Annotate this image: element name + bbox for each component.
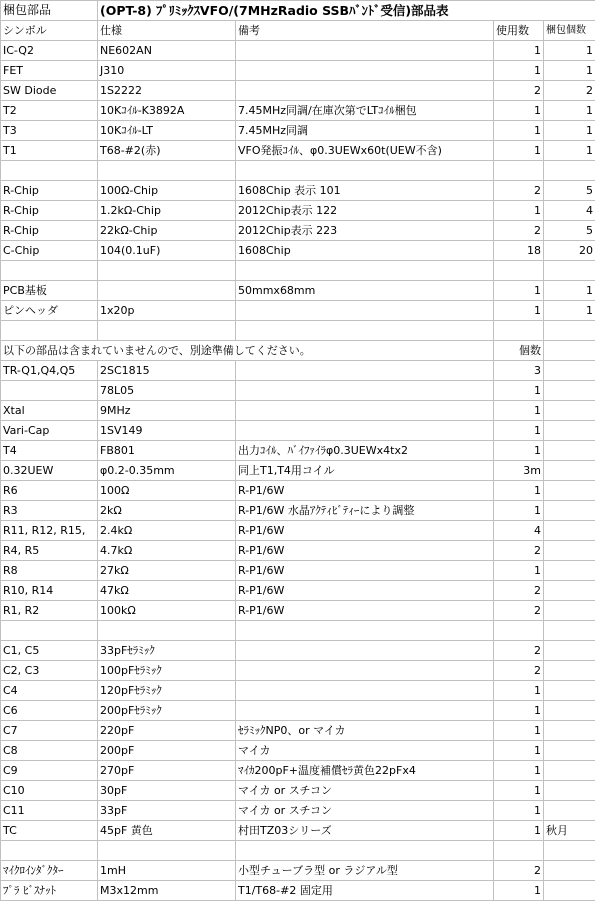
pack-qty-cell[interactable]: 2 — [544, 81, 595, 101]
used-qty-cell[interactable]: 1 — [494, 401, 544, 421]
parts-row — [1, 421, 595, 441]
note-cell[interactable]: R-P1/6W — [236, 521, 494, 541]
note-cell[interactable] — [236, 261, 494, 281]
symbol-cell[interactable]: ﾌﾟﾗ ﾋﾞｽﾅｯﾄ — [1, 881, 98, 901]
pack-qty-cell[interactable] — [544, 641, 595, 661]
used-qty-cell[interactable]: 1 — [494, 101, 544, 121]
header-note-cell[interactable]: 備考 — [236, 21, 494, 41]
used-qty-cell[interactable]: 1 — [494, 141, 544, 161]
parts-row — [1, 81, 595, 101]
parts-row — [1, 881, 595, 901]
spec-cell[interactable]: J310 — [98, 61, 236, 81]
symbol-cell[interactable]: C2, C3 — [1, 661, 98, 681]
symbol-cell[interactable]: C6 — [1, 701, 98, 721]
parts-row — [1, 681, 595, 701]
note-cell[interactable]: マイカ or スチコン — [236, 801, 494, 821]
spec-cell[interactable]: 9MHz — [98, 401, 236, 421]
parts-row — [1, 301, 595, 321]
parts-row — [1, 401, 595, 421]
pack-qty-cell[interactable] — [544, 661, 595, 681]
parts-row — [1, 341, 595, 361]
spec-cell[interactable]: 33pFｾﾗﾐｯｸ — [98, 641, 236, 661]
note-cell[interactable]: R-P1/6W — [236, 561, 494, 581]
used-qty-cell[interactable]: 1 — [494, 781, 544, 801]
parts-row — [1, 861, 595, 881]
note-cell[interactable] — [236, 381, 494, 401]
spec-cell[interactable]: 4.7kΩ — [98, 541, 236, 561]
used-qty-cell[interactable]: 1 — [494, 881, 544, 901]
parts-row — [1, 581, 595, 601]
spec-cell[interactable]: FB801 — [98, 441, 236, 461]
used-qty-cell[interactable] — [494, 321, 544, 341]
spec-cell[interactable]: 2SC1815 — [98, 361, 236, 381]
parts-row — [1, 321, 595, 341]
pack-qty-cell[interactable]: 1 — [544, 61, 595, 81]
used-qty-cell[interactable]: 1 — [494, 281, 544, 301]
symbol-cell[interactable] — [1, 321, 98, 341]
spec-cell[interactable]: 200pFｾﾗﾐｯｸ — [98, 701, 236, 721]
parts-row — [1, 241, 595, 261]
used-qty-cell[interactable]: 個数 — [494, 341, 544, 361]
note-cell[interactable] — [236, 641, 494, 661]
symbol-cell[interactable]: C-Chip — [1, 241, 98, 261]
pack-qty-cell[interactable] — [544, 261, 595, 281]
spec-cell[interactable]: 1mH — [98, 861, 236, 881]
used-qty-cell[interactable]: 1 — [494, 761, 544, 781]
pack-qty-cell[interactable]: 1 — [544, 101, 595, 121]
note-cell[interactable] — [236, 681, 494, 701]
used-qty-cell[interactable]: 2 — [494, 601, 544, 621]
header-symbol-cell[interactable]: シンボル — [1, 21, 98, 41]
parts-row — [1, 721, 595, 741]
pack-qty-cell[interactable]: 20 — [544, 241, 595, 261]
symbol-cell[interactable]: T4 — [1, 441, 98, 461]
note-cell[interactable]: 1608Chip — [236, 241, 494, 261]
spec-cell[interactable] — [98, 161, 236, 181]
spec-cell[interactable]: 30pF — [98, 781, 236, 801]
parts-row — [1, 41, 595, 61]
note-cell[interactable]: R-P1/6W — [236, 601, 494, 621]
symbol-cell[interactable]: C9 — [1, 761, 98, 781]
spec-cell[interactable]: 270pF — [98, 761, 236, 781]
note-cell[interactable]: R-P1/6W 水晶ｱｸﾃｨﾋﾞﾃｨｰにより調整 — [236, 501, 494, 521]
symbol-cell[interactable]: C4 — [1, 681, 98, 701]
note-cell[interactable]: R-P1/6W — [236, 481, 494, 501]
pack-qty-cell[interactable] — [544, 861, 595, 881]
used-qty-cell[interactable]: 2 — [494, 581, 544, 601]
symbol-cell[interactable]: T1 — [1, 141, 98, 161]
pack-qty-cell[interactable] — [544, 801, 595, 821]
used-qty-cell[interactable]: 18 — [494, 241, 544, 261]
symbol-cell[interactable]: R4, R5 — [1, 541, 98, 561]
parts-row — [1, 601, 595, 621]
used-qty-cell[interactable]: 1 — [494, 801, 544, 821]
parts-row — [1, 121, 595, 141]
spec-cell[interactable] — [98, 841, 236, 861]
pack-qty-cell[interactable] — [544, 621, 595, 641]
note-cell[interactable]: 1608Chip 表示 101 — [236, 181, 494, 201]
used-qty-cell[interactable]: 2 — [494, 81, 544, 101]
symbol-cell[interactable]: T2 — [1, 101, 98, 121]
spec-cell[interactable]: 220pF — [98, 721, 236, 741]
header-spec-cell[interactable]: 仕様 — [98, 21, 236, 41]
used-qty-cell[interactable]: 2 — [494, 861, 544, 881]
used-qty-cell[interactable] — [494, 161, 544, 181]
parts-row — [1, 181, 595, 201]
used-qty-cell[interactable]: 1 — [494, 821, 544, 841]
pack-qty-cell[interactable] — [544, 461, 595, 481]
parts-row — [1, 501, 595, 521]
note-cell[interactable]: 村田TZ03シリーズ — [236, 821, 494, 841]
used-qty-cell[interactable]: 1 — [494, 721, 544, 741]
spec-cell[interactable]: 10Kｺｲﾙ-K3892A — [98, 101, 236, 121]
note-cell[interactable]: ﾏｲｶ200pF+温度補償ｾﾗ黄色22pFx4 — [236, 761, 494, 781]
parts-row — [1, 841, 595, 861]
parts-row — [1, 701, 595, 721]
pack-qty-cell[interactable]: 1 — [544, 281, 595, 301]
header-pack-qty-cell[interactable]: 梱包個数 — [544, 21, 595, 41]
pack-qty-cell[interactable] — [544, 741, 595, 761]
spec-cell[interactable]: M3x12mm — [98, 881, 236, 901]
parts-row — [1, 761, 595, 781]
note-cell[interactable] — [236, 701, 494, 721]
note-cell[interactable] — [236, 401, 494, 421]
note-cell[interactable]: 同上T1,T4用コイル — [236, 461, 494, 481]
symbol-cell[interactable]: R10, R14 — [1, 581, 98, 601]
note-cell[interactable] — [236, 61, 494, 81]
used-qty-cell[interactable]: 4 — [494, 521, 544, 541]
symbol-cell[interactable]: TC — [1, 821, 98, 841]
parts-row — [1, 141, 595, 161]
note-cell[interactable] — [236, 361, 494, 381]
pack-qty-cell[interactable]: 1 — [544, 301, 595, 321]
used-qty-cell[interactable]: 1 — [494, 381, 544, 401]
parts-row — [1, 621, 595, 641]
note-cell[interactable]: VFO発振ｺｲﾙ、φ0.3UEWx60t(UEW不含) — [236, 141, 494, 161]
symbol-cell[interactable]: R6 — [1, 481, 98, 501]
pack-qty-cell[interactable] — [544, 161, 595, 181]
spec-cell[interactable]: 104(0.1uF) — [98, 241, 236, 261]
used-qty-cell[interactable]: 1 — [494, 701, 544, 721]
parts-row — [1, 741, 595, 761]
parts-row — [1, 781, 595, 801]
parts-row — [1, 381, 595, 401]
pack-qty-cell[interactable] — [544, 521, 595, 541]
used-qty-cell[interactable]: 1 — [494, 501, 544, 521]
note-cell[interactable] — [236, 321, 494, 341]
spec-cell[interactable]: 100kΩ — [98, 601, 236, 621]
symbol-cell[interactable] — [1, 841, 98, 861]
note-cell[interactable]: 小型チューブラ型 or ラジアル型 — [236, 861, 494, 881]
symbol-cell[interactable]: 0.32UEW — [1, 461, 98, 481]
used-qty-cell[interactable]: 1 — [494, 681, 544, 701]
symbol-cell[interactable]: R-Chip — [1, 221, 98, 241]
pack-qty-cell[interactable] — [544, 441, 595, 461]
spec-cell[interactable]: T68-#2(赤) — [98, 141, 236, 161]
spec-cell[interactable]: 100Ω — [98, 481, 236, 501]
used-qty-cell[interactable]: 1 — [494, 421, 544, 441]
parts-row — [1, 821, 595, 841]
pack-qty-cell[interactable] — [544, 361, 595, 381]
note-cell[interactable]: R-P1/6W — [236, 541, 494, 561]
title-row — [1, 1, 595, 21]
pack-qty-cell[interactable] — [544, 381, 595, 401]
parts-row — [1, 661, 595, 681]
spec-cell[interactable]: 1S2222 — [98, 81, 236, 101]
parts-row — [1, 281, 595, 301]
symbol-cell[interactable]: R-Chip — [1, 201, 98, 221]
parts-row — [1, 441, 595, 461]
used-qty-cell[interactable]: 1 — [494, 301, 544, 321]
used-qty-cell[interactable]: 3m — [494, 461, 544, 481]
pack-qty-cell[interactable]: 秋月 — [544, 821, 595, 841]
note-cell[interactable] — [236, 81, 494, 101]
pack-qty-cell[interactable]: 1 — [544, 141, 595, 161]
used-qty-cell[interactable]: 1 — [494, 741, 544, 761]
parts-row — [1, 161, 595, 181]
parts-row — [1, 101, 595, 121]
symbol-cell[interactable]: C8 — [1, 741, 98, 761]
parts-row — [1, 641, 595, 661]
spec-cell[interactable] — [98, 281, 236, 301]
spec-cell[interactable] — [98, 321, 236, 341]
pack-qty-cell[interactable] — [544, 721, 595, 741]
spec-cell[interactable]: 120pFｾﾗﾐｯｸ — [98, 681, 236, 701]
spec-cell[interactable] — [98, 261, 236, 281]
used-qty-cell[interactable]: 2 — [494, 221, 544, 241]
header-row — [1, 21, 595, 41]
note-cell[interactable]: 7.45MHz同調 — [236, 121, 494, 141]
pack-qty-cell[interactable]: 5 — [544, 181, 595, 201]
header-used-qty-cell[interactable]: 使用数 — [494, 21, 544, 41]
spec-cell[interactable]: 45pF 黄色 — [98, 821, 236, 841]
symbol-cell[interactable]: FET — [1, 61, 98, 81]
pack-qty-cell[interactable]: 4 — [544, 201, 595, 221]
symbol-cell[interactable]: ﾏｲｸﾛｲﾝﾀﾞｸﾀｰ — [1, 861, 98, 881]
spec-cell[interactable]: 78L05 — [98, 381, 236, 401]
pack-qty-cell[interactable] — [544, 601, 595, 621]
spec-cell[interactable]: 1SV149 — [98, 421, 236, 441]
spec-cell[interactable]: 27kΩ — [98, 561, 236, 581]
used-qty-cell[interactable]: 1 — [494, 61, 544, 81]
spec-cell[interactable]: 22kΩ-Chip — [98, 221, 236, 241]
pack-qty-cell[interactable] — [544, 881, 595, 901]
note-cell[interactable] — [236, 161, 494, 181]
used-qty-cell[interactable]: 1 — [494, 481, 544, 501]
pack-qty-cell[interactable] — [544, 421, 595, 441]
symbol-cell[interactable]: C1, C5 — [1, 641, 98, 661]
parts-row — [1, 361, 595, 381]
title-left-cell[interactable]: 梱包部品 — [1, 1, 98, 21]
used-qty-cell[interactable]: 1 — [494, 201, 544, 221]
note-cell[interactable]: マイカ — [236, 741, 494, 761]
parts-row — [1, 801, 595, 821]
symbol-cell[interactable] — [1, 621, 98, 641]
note-cell[interactable] — [236, 301, 494, 321]
spec-cell[interactable]: NE602AN — [98, 41, 236, 61]
note-cell[interactable]: 7.45MHz同調/在庫次第でLTｺｲﾙ梱包 — [236, 101, 494, 121]
used-qty-cell[interactable]: 2 — [494, 661, 544, 681]
spec-cell[interactable]: φ0.2-0.35mm — [98, 461, 236, 481]
used-qty-cell[interactable]: 2 — [494, 181, 544, 201]
pack-qty-cell[interactable] — [544, 841, 595, 861]
note-cell[interactable]: R-P1/6W — [236, 581, 494, 601]
symbol-cell[interactable]: R1, R2 — [1, 601, 98, 621]
sheet-title-cell[interactable]: (OPT-8) ﾌﾟﾘﾐｯｸｽVFO/(7MHzRadio SSBﾊﾞﾝﾄﾞ受信)部品表 — [98, 1, 595, 21]
used-qty-cell[interactable] — [494, 841, 544, 861]
note-cell[interactable] — [236, 41, 494, 61]
symbol-cell[interactable]: TR-Q1,Q4,Q5 — [1, 361, 98, 381]
spec-cell[interactable]: 1x20p — [98, 301, 236, 321]
spec-cell[interactable]: 10Kｺｲﾙ-LT — [98, 121, 236, 141]
pack-qty-cell[interactable]: 5 — [544, 221, 595, 241]
pack-qty-cell[interactable] — [544, 481, 595, 501]
parts-row — [1, 541, 595, 561]
parts-row — [1, 61, 595, 81]
pack-qty-cell[interactable] — [544, 561, 595, 581]
parts-row — [1, 201, 595, 221]
symbol-cell[interactable]: C7 — [1, 721, 98, 741]
symbol-cell[interactable]: T3 — [1, 121, 98, 141]
parts-row — [1, 561, 595, 581]
parts-row — [1, 521, 595, 541]
parts-row — [1, 481, 595, 501]
symbol-cell[interactable]: SW Diode — [1, 81, 98, 101]
spec-cell[interactable]: 200pF — [98, 741, 236, 761]
pack-qty-cell[interactable] — [544, 761, 595, 781]
pack-qty-cell[interactable] — [544, 701, 595, 721]
symbol-cell[interactable]: C10 — [1, 781, 98, 801]
note-cell[interactable] — [236, 841, 494, 861]
pack-qty-cell[interactable] — [544, 321, 595, 341]
spec-cell[interactable]: 33pF — [98, 801, 236, 821]
note-cell[interactable]: T1/T68-#2 固定用 — [236, 881, 494, 901]
symbol-cell[interactable] — [1, 381, 98, 401]
symbol-cell[interactable]: ピンヘッダ — [1, 301, 98, 321]
pack-qty-cell[interactable] — [544, 581, 595, 601]
used-qty-cell[interactable]: 2 — [494, 541, 544, 561]
pack-qty-cell[interactable] — [544, 401, 595, 421]
symbol-cell[interactable]: R8 — [1, 561, 98, 581]
used-qty-cell[interactable]: 1 — [494, 41, 544, 61]
symbol-cell[interactable]: IC-Q2 — [1, 41, 98, 61]
note-cell[interactable] — [236, 661, 494, 681]
pack-qty-cell[interactable]: 1 — [544, 121, 595, 141]
used-qty-cell[interactable]: 1 — [494, 561, 544, 581]
spec-cell[interactable]: 1.2kΩ-Chip — [98, 201, 236, 221]
symbol-cell[interactable]: Vari-Cap — [1, 421, 98, 441]
parts-row — [1, 261, 595, 281]
used-qty-cell[interactable] — [494, 621, 544, 641]
pack-qty-cell[interactable]: 1 — [544, 41, 595, 61]
spec-cell[interactable]: 47kΩ — [98, 581, 236, 601]
pack-qty-cell[interactable] — [544, 341, 595, 361]
symbol-cell[interactable]: Xtal — [1, 401, 98, 421]
used-qty-cell[interactable]: 2 — [494, 641, 544, 661]
parts-row — [1, 461, 595, 481]
note-cell[interactable]: マイカ or スチコン — [236, 781, 494, 801]
note-cell[interactable]: 50mmx68mm — [236, 281, 494, 301]
spec-cell[interactable] — [98, 621, 236, 641]
symbol-cell[interactable] — [1, 161, 98, 181]
used-qty-cell[interactable] — [494, 261, 544, 281]
symbol-cell[interactable]: C11 — [1, 801, 98, 821]
used-qty-cell[interactable]: 1 — [494, 441, 544, 461]
spec-cell[interactable]: 2.4kΩ — [98, 521, 236, 541]
symbol-cell[interactable]: R-Chip — [1, 181, 98, 201]
symbol-cell[interactable] — [1, 261, 98, 281]
spec-cell[interactable]: 100pFｾﾗﾐｯｸ — [98, 661, 236, 681]
pack-qty-cell[interactable] — [544, 501, 595, 521]
note-cell[interactable] — [236, 621, 494, 641]
note-cell[interactable] — [236, 421, 494, 441]
used-qty-cell[interactable]: 3 — [494, 361, 544, 381]
parts-row — [1, 221, 595, 241]
symbol-cell[interactable]: 以下の部品は含まれていませんので、別途準備してください。 — [1, 341, 494, 361]
pack-qty-cell[interactable] — [544, 781, 595, 801]
note-cell[interactable]: ｾﾗﾐｯｸNP0、or マイカ — [236, 721, 494, 741]
spec-cell[interactable]: 2kΩ — [98, 501, 236, 521]
symbol-cell[interactable]: PCB基板 — [1, 281, 98, 301]
symbol-cell[interactable]: R3 — [1, 501, 98, 521]
note-cell[interactable]: 2012Chip表示 223 — [236, 221, 494, 241]
used-qty-cell[interactable]: 1 — [494, 121, 544, 141]
symbol-cell[interactable]: R11, R12, R15, — [1, 521, 98, 541]
spec-cell[interactable]: 100Ω-Chip — [98, 181, 236, 201]
pack-qty-cell[interactable] — [544, 681, 595, 701]
note-cell[interactable]: 出力ｺｲﾙ、ﾊﾞｲﾌｧｲﾗφ0.3UEWx4tx2 — [236, 441, 494, 461]
note-cell[interactable]: 2012Chip表示 122 — [236, 201, 494, 221]
pack-qty-cell[interactable] — [544, 541, 595, 561]
